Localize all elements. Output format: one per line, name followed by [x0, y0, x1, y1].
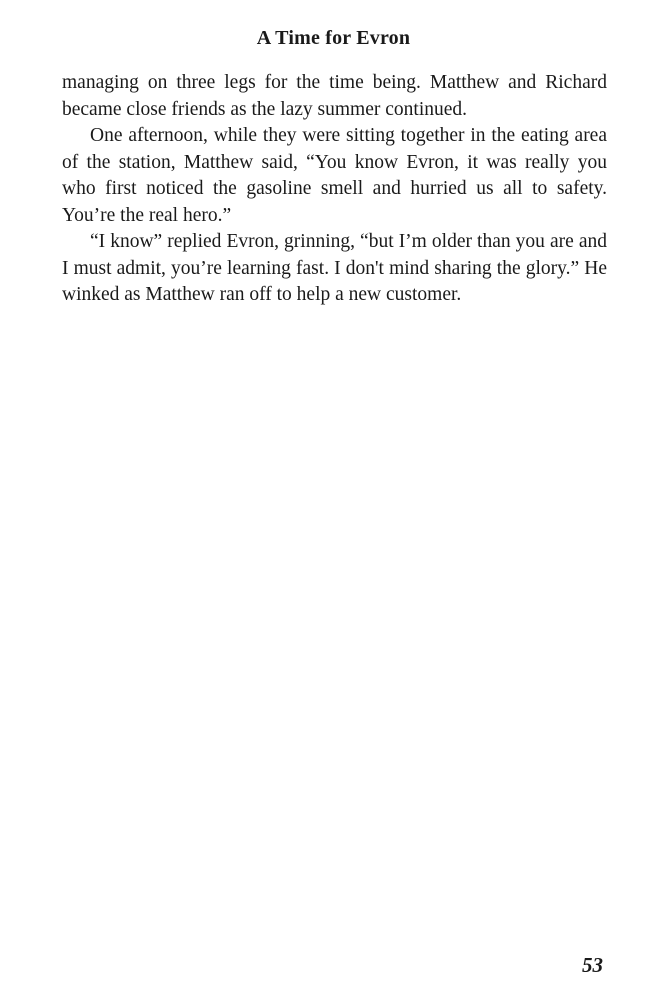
- paragraph-continued: managing on three legs for the time being. Matthew and Richard became close friends as the lazy summer continued.: [62, 72, 607, 120]
- body-text: [62, 70, 607, 309]
- page-number: 53: [582, 953, 603, 977]
- paragraph: “I know” replied Evron, grinning, “but I’m older than you are and I must admit, you’re learning fast. I don't mind sharing the glory.” He winked as Matthew ran off to help a new customer.: [62, 231, 607, 305]
- paragraph: One afternoon, while they were sitting together in the eating area of the station, Matthew said, “You know Evron, it was really you who first noticed the gasoline smell and hurried us all to safety. You’re the real hero.”: [62, 125, 607, 226]
- running-head-title: A Time for Evron: [256, 27, 411, 49]
